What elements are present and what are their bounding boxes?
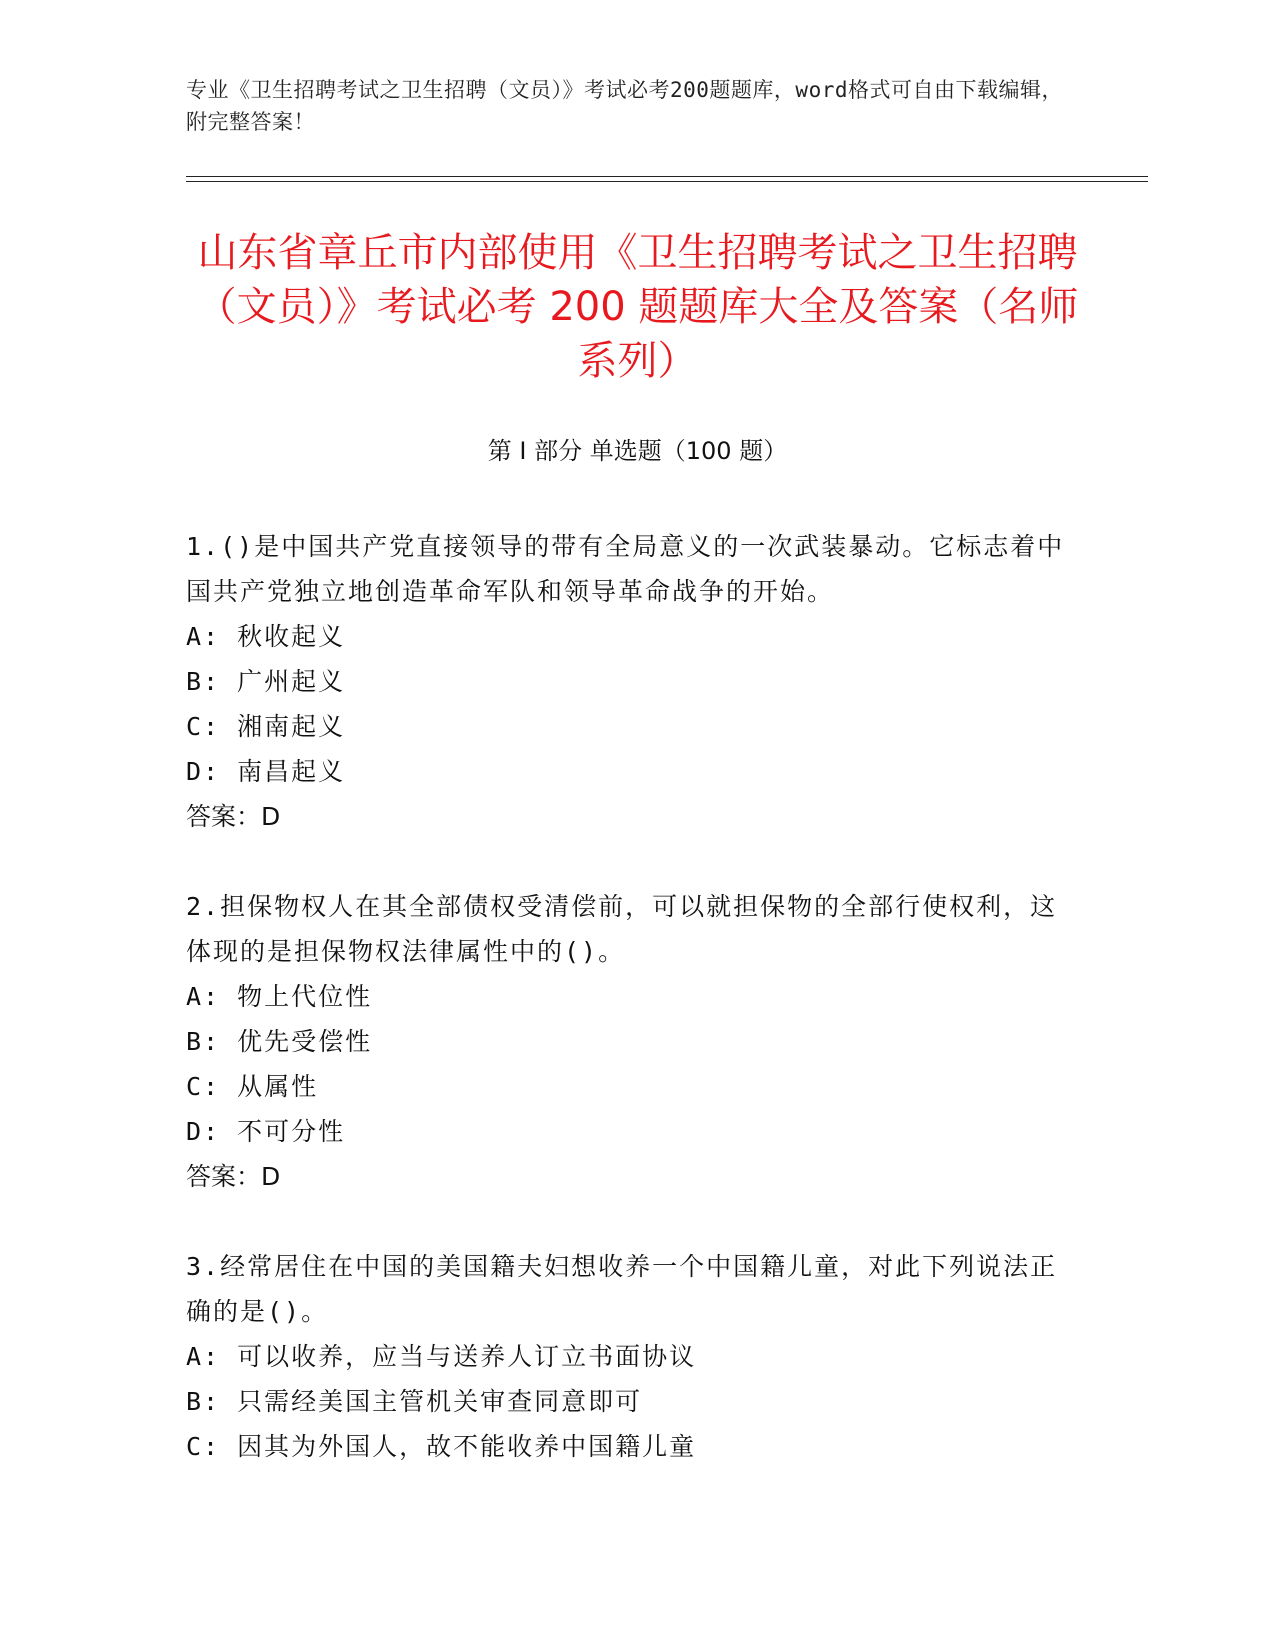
option-b: B: 只需经美国主管机关审查同意即可	[186, 1387, 643, 1416]
header-divider-top	[186, 176, 1148, 177]
question-text: 2.担保物权人在其全部债权受清偿前，可以就担保物的全部行使权利，这体现的是担保物权法律属性中的()。	[186, 892, 1058, 966]
section-title: 第 I 部分 单选题（100 题）	[487, 437, 788, 465]
question-list	[186, 524, 1066, 1514]
answer-text: 答案：D	[186, 802, 281, 831]
question-text: 1.()是中国共产党直接领导的带有全局意义的一次武装暴动。它标志着中国共产党独立地创造革命军队和领导革命战争的开始。	[186, 532, 1065, 606]
option-c: C: 湘南起义	[186, 712, 346, 741]
document-title: 山东省章丘市内部使用《卫生招聘考试之卫生招聘（文员）》考试必考 200 题题库大全及答案（名师系列）	[196, 230, 1079, 384]
option-b: B: 优先受偿性	[186, 1027, 373, 1056]
question-text: 3.经常居住在中国的美国籍夫妇想收养一个中国籍儿童，对此下列说法正确的是()。	[186, 1252, 1058, 1326]
answer-text: 答案：D	[186, 1162, 281, 1191]
option-a: A: 可以收养，应当与送养人订立书面协议	[186, 1342, 697, 1371]
header-divider-bottom	[186, 181, 1148, 182]
option-d: D: 南昌起义	[186, 757, 346, 786]
option-b: B: 广州起义	[186, 667, 346, 696]
option-a: A: 秋收起义	[186, 622, 346, 651]
option-c: C: 从属性	[186, 1072, 319, 1101]
option-d: D: 不可分性	[186, 1117, 346, 1146]
header-note: 专业《卫生招聘考试之卫生招聘（文员）》考试必考200题题库，word格式可自由下载编辑，附完整答案！	[186, 78, 1063, 134]
question-item	[186, 1244, 1066, 1469]
option-c: C: 因其为外国人，故不能收养中国籍儿童	[186, 1432, 697, 1461]
question-item	[186, 524, 1066, 839]
option-a: A: 物上代位性	[186, 982, 373, 1011]
question-item	[186, 884, 1066, 1199]
